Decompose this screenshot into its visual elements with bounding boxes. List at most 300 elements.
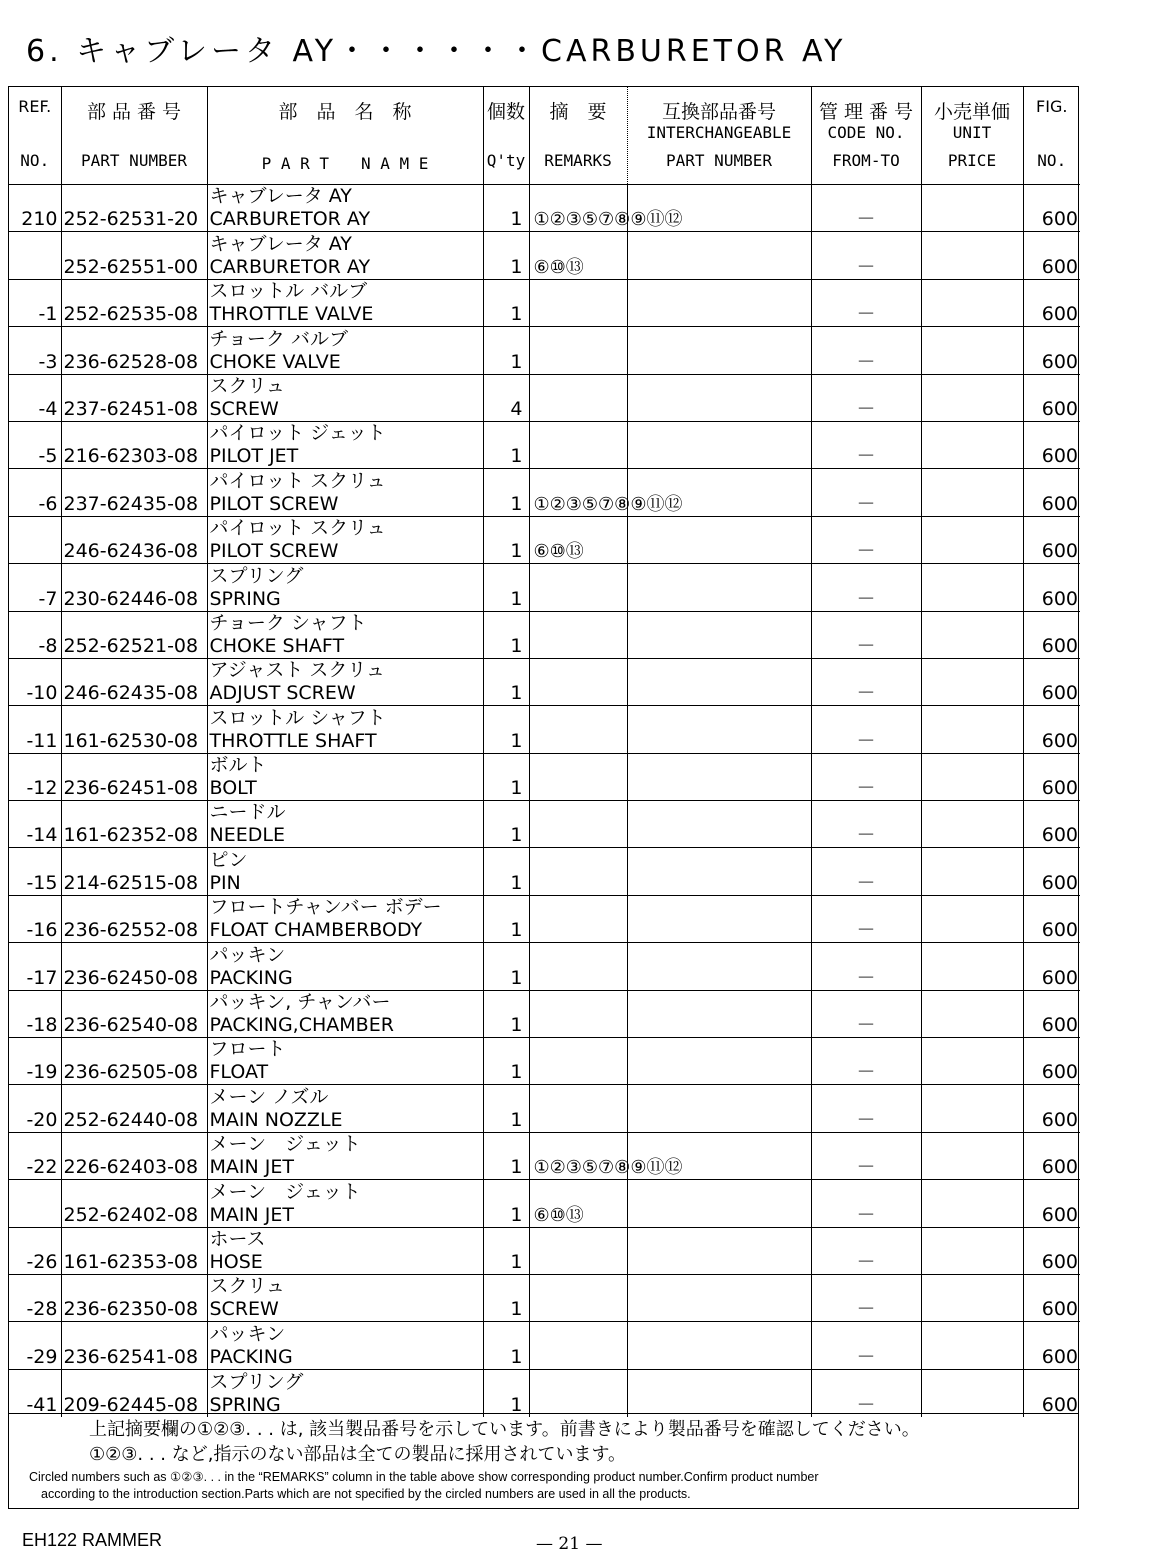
row-qty: 1 [483,801,529,848]
row-interchangeable [627,801,811,848]
row-part-number: 252-62551-00 [61,232,207,279]
row-remarks [529,1369,627,1416]
row-part-number: 236-62450-08 [61,943,207,990]
row-price [921,1322,1023,1369]
row-interchangeable [627,421,811,468]
col-code [811,87,921,185]
row-remarks: ①②③⑤⑦⑧⑨⑪⑫ [529,1132,627,1179]
row-price [921,990,1023,1037]
row-part-number: 161-62352-08 [61,801,207,848]
row-ref: -12 [9,753,61,800]
col-part-name [207,87,483,185]
row-part-name [207,1369,483,1416]
row-code: － [811,279,921,326]
row-interchangeable [627,706,811,753]
col-price-mid: UNIT [952,123,992,142]
row-ref: -20 [9,1085,61,1132]
row-remarks [529,421,627,468]
row-qty: 1 [483,1369,529,1416]
part-name-en: SPRING [209,1393,281,1416]
row-interchangeable [627,895,811,942]
table-row [9,801,1080,848]
col-price-bot: PRICE [947,151,997,170]
row-price [921,943,1023,990]
part-name-jp: パッキン [209,943,286,966]
table-row [9,1369,1080,1416]
row-part-name [207,801,483,848]
row-fig: 600 [1023,611,1080,658]
part-name-en: SPRING [209,587,281,610]
table-row [9,374,1080,421]
row-qty: 1 [483,1132,529,1179]
row-interchangeable [627,611,811,658]
col-ref-top: REF. [18,97,52,116]
row-price [921,374,1023,421]
row-remarks [529,895,627,942]
row-price [921,232,1023,279]
part-name-en: CHOKE VALVE [209,350,341,373]
row-code: － [811,895,921,942]
row-ref: -11 [9,706,61,753]
row-part-name [207,1132,483,1179]
row-qty: 4 [483,374,529,421]
part-name-en: MAIN JET [209,1203,294,1226]
row-remarks [529,327,627,374]
note-en-line1: Circled numbers such as ①②③. . . in the “REMARKS” column in the table above show corresponding product number.Confirm product number [29,1470,819,1484]
row-remarks: ①②③⑤⑦⑧⑨⑪⑫ [529,185,627,232]
part-name-jp: フロート [209,1038,286,1061]
col-ref [9,87,61,185]
col-qty [483,87,529,185]
row-interchangeable [627,516,811,563]
row-ref: -8 [9,611,61,658]
row-fig: 600 [1023,516,1080,563]
part-name-jp: スクリュ [209,374,285,397]
row-ref: -16 [9,895,61,942]
part-name-en: PILOT SCREW [209,540,339,563]
row-part-name [207,895,483,942]
col-rem-top: 摘 要 [549,101,607,123]
parts-table [8,86,1079,1414]
row-fig: 600 [1041,1393,1078,1416]
part-name-jp: フロートチャンバー ボデー [209,896,442,919]
table-row [9,943,1080,990]
row-fig: 600 [1023,895,1080,942]
row-part-number: 252-62531-20 [61,185,207,232]
row-part-name [207,232,483,279]
row-qty: 1 [483,1227,529,1274]
row-part-number: 209-62445-08 [61,1369,207,1416]
row-interchangeable [627,943,811,990]
row-part-name [207,564,483,611]
table-row [9,1085,1080,1132]
row-fig: 600 [1023,1274,1080,1321]
row-qty: 1 [483,279,529,326]
part-name-jp: スロットル シャフト [209,706,386,729]
row-price [921,706,1023,753]
row-code: － [811,421,921,468]
row-price [921,1085,1023,1132]
part-name-en: FLOAT [209,1061,269,1084]
part-name-en: PACKING,CHAMBER [209,1014,394,1037]
table-row [9,185,1080,232]
col-price-top: 小売単価 [933,101,1010,123]
row-ref [9,1180,61,1227]
row-code: － [811,327,921,374]
row-part-number: 246-62436-08 [61,516,207,563]
row-fig: 600 [1023,1227,1080,1274]
row-fig: 600 [1023,1085,1080,1132]
part-name-en: CHOKE SHAFT [209,634,345,657]
note-en-line2: according to the introduction section.Parts which are not specified by the circled numbers are used in all the products. [41,1487,691,1501]
table-row [9,753,1080,800]
part-name-en: PILOT SCREW [209,492,339,515]
row-ref: -29 [9,1322,61,1369]
row-remarks [529,1322,627,1369]
part-name-jp: スロットル バルブ [209,280,368,303]
row-interchangeable [627,1038,811,1085]
row-interchangeable [627,232,811,279]
row-part-number: 214-62515-08 [61,848,207,895]
row-fig: 600 [1023,564,1080,611]
col-ref-bot: NO. [20,151,50,170]
part-name-en: CARBURETOR AY [209,208,371,231]
col-name-top: 部 品 名 称 [278,101,412,123]
col-interchangeable [627,87,811,185]
row-part-number: 236-62350-08 [61,1274,207,1321]
row-code: － [811,564,921,611]
col-fig-top: FIG. [1036,97,1068,116]
row-code: － [811,611,921,658]
row-part-name [207,990,483,1037]
row-interchangeable [627,1274,811,1321]
row-code: － [811,232,921,279]
row-part-name [207,943,483,990]
row-code: － [811,753,921,800]
row-ref: -26 [9,1227,61,1274]
row-fig: 600 [1023,943,1080,990]
row-qty: 1 [483,232,529,279]
row-interchangeable [627,279,811,326]
part-name-jp: スプリング [209,1370,304,1393]
row-code: － [811,1085,921,1132]
part-name-en: SCREW [209,1298,279,1321]
table-row [9,232,1080,279]
row-part-number: 236-62540-08 [61,990,207,1037]
parts-list [9,87,1080,1417]
row-ref: -15 [9,848,61,895]
row-fig: 600 [1023,232,1080,279]
row-ref: -14 [9,801,61,848]
row-part-number: 252-62521-08 [61,611,207,658]
table-row [9,895,1080,942]
row-remarks: ①②③⑤⑦⑧⑨⑪⑫ [529,469,627,516]
row-part-number: 252-62402-08 [61,1180,207,1227]
row-remarks [529,279,627,326]
part-name-jp: キャブレータ AY [209,185,352,208]
col-code-bot: FROM-TO [832,151,900,170]
col-name-bot: P A R T N A M E [261,154,429,173]
row-part-name [207,658,483,705]
row-part-number: 236-62505-08 [61,1038,207,1085]
part-name-jp: パイロット ジェット [209,422,386,445]
row-part-name [207,1322,483,1369]
row-code: － [811,848,921,895]
row-code: － [811,1227,921,1274]
row-part-name [207,611,483,658]
row-fig: 600 [1023,469,1080,516]
row-ref: -5 [9,421,61,468]
row-remarks [529,990,627,1037]
row-qty: 1 [483,1274,529,1321]
row-interchangeable [627,1322,811,1369]
row-interchangeable [627,327,811,374]
row-interchangeable [627,848,811,895]
col-ic-bot: PART NUMBER [666,151,772,170]
part-name-jp: メーン ジェット [209,1180,361,1203]
part-name-jp: キャブレータ AY [209,232,352,255]
table-row [9,421,1080,468]
table-row [9,1227,1080,1274]
row-code: － [811,1322,921,1369]
row-remarks [529,753,627,800]
part-name-en: SCREW [209,397,279,420]
row-qty: 1 [483,1180,529,1227]
row-interchangeable [627,1085,811,1132]
table-row [9,611,1080,658]
col-pn-bot: PART NUMBER [81,151,187,170]
row-part-number: 161-62530-08 [61,706,207,753]
row-interchangeable [627,753,811,800]
row-part-name [207,706,483,753]
row-price [921,895,1023,942]
row-remarks: ⑥⑩⑬ [529,232,627,279]
part-name-en: CARBURETOR AY [209,255,371,278]
row-ref: -3 [9,327,61,374]
part-name-jp: パイロット スクリュ [209,517,386,540]
part-name-en: THROTTLE SHAFT [209,729,377,752]
row-qty: 1 [483,943,529,990]
row-ref: -7 [9,564,61,611]
row-qty: 1 [483,564,529,611]
table-row [9,990,1080,1037]
row-part-number: 216-62303-08 [61,421,207,468]
row-part-number: 236-62541-08 [61,1322,207,1369]
row-interchangeable [627,990,811,1037]
row-part-name [207,848,483,895]
row-ref: -18 [9,990,61,1037]
row-interchangeable [627,564,811,611]
page-number: — 21 — [536,1534,603,1554]
row-remarks [529,374,627,421]
part-name-en: FLOAT CHAMBERBODY [209,919,423,942]
col-ic-mid: INTERCHANGEABLE [646,123,792,142]
part-name-en: PACKING [209,966,293,989]
row-part-name [207,1274,483,1321]
row-part-number: 236-62451-08 [61,753,207,800]
row-price [921,564,1023,611]
part-name-en: MAIN NOZZLE [209,1108,343,1131]
notes-box [8,1413,1079,1509]
row-part-name [207,753,483,800]
row-part-name [207,469,483,516]
row-remarks [529,1038,627,1085]
row-remarks [529,706,627,753]
note-jp-line1: 上記摘要欄の①②③. . . は, 該当製品番号を示しています。前書きにより製品番号を確認してください。 [89,1419,920,1440]
row-ref: -17 [9,943,61,990]
col-pn-top: 部 品 番 号 [86,101,182,123]
row-code: － [811,801,921,848]
col-rem-bot: REMARKS [544,151,612,170]
row-code: － [811,1180,921,1227]
row-ref: 210 [9,185,61,232]
row-price [921,611,1023,658]
row-fig: 600 [1023,753,1080,800]
row-price [921,327,1023,374]
table-row [9,1038,1080,1085]
col-part-number [61,87,207,185]
row-code: － [811,1038,921,1085]
row-ref: -6 [9,469,61,516]
part-name-jp: パッキン, チャンバー [209,991,391,1014]
row-fig: 600 [1023,801,1080,848]
row-code: － [811,1369,921,1416]
row-interchangeable [627,1227,811,1274]
row-fig: 600 [1023,990,1080,1037]
col-remarks [529,87,627,185]
row-price [921,1227,1023,1274]
row-fig: 600 [1023,658,1080,705]
row-remarks [529,564,627,611]
part-name-jp: ホース [209,1227,266,1250]
table-body [9,185,1080,1417]
row-part-number: 252-62440-08 [61,1085,207,1132]
row-ref: -28 [9,1274,61,1321]
row-code: － [811,990,921,1037]
row-part-name [207,1227,483,1274]
row-price [921,279,1023,326]
row-fig: 600 [1023,706,1080,753]
col-code-top: 管 理 番 号 [818,101,914,123]
row-part-number: 236-62552-08 [61,895,207,942]
row-qty: 1 [483,516,529,563]
part-name-jp: パイロット スクリュ [209,469,386,492]
table-header-row [9,87,1080,185]
row-ref: -19 [9,1038,61,1085]
row-qty: 1 [483,658,529,705]
row-part-number: 161-62353-08 [61,1227,207,1274]
row-ref: -41 [9,1369,61,1416]
part-name-jp: ボルト [209,754,267,777]
row-code: － [811,658,921,705]
row-price [921,185,1023,232]
row-code: － [811,469,921,516]
table-row [9,564,1080,611]
page-title: 6. キャブレータ AY・・・・・・CARBURETOR AY [26,34,847,69]
row-fig: 600 [1023,279,1080,326]
row-interchangeable [627,1180,811,1227]
row-price [921,469,1023,516]
part-name-en: MAIN JET [209,1156,294,1179]
row-part-number: 237-62451-08 [61,374,207,421]
col-price [921,87,1023,185]
part-name-en: HOSE [209,1250,263,1273]
row-remarks [529,943,627,990]
table-row [9,1180,1080,1227]
row-fig: 600 [1023,185,1080,232]
row-ref [9,516,61,563]
col-fig [1023,87,1080,185]
note-jp-line2: ①②③. . . など,指示のない部品は全ての製品に採用されています。 [89,1444,627,1465]
row-qty: 1 [483,421,529,468]
row-price [921,1132,1023,1179]
part-name-jp: パッキン [209,1322,286,1345]
row-remarks [529,611,627,658]
row-part-number: 252-62535-08 [61,279,207,326]
table-row [9,706,1080,753]
part-name-jp: スクリュ [209,1275,285,1298]
table-row [9,1132,1080,1179]
row-qty: 1 [483,1085,529,1132]
table-row [9,469,1080,516]
table-row [9,848,1080,895]
row-remarks: ⑥⑩⑬ [529,1180,627,1227]
col-fig-bot: NO. [1037,151,1067,170]
row-remarks [529,1085,627,1132]
row-qty: 1 [483,469,529,516]
row-code: － [811,1274,921,1321]
row-price [921,1038,1023,1085]
part-name-jp: チョーク バルブ [209,327,348,350]
row-part-name [207,421,483,468]
part-name-jp: スプリング [209,564,304,587]
row-qty: 1 [483,753,529,800]
row-ref: -22 [9,1132,61,1179]
row-fig: 600 [1023,848,1080,895]
row-price [921,658,1023,705]
row-qty: 1 [483,1322,529,1369]
row-part-name [207,516,483,563]
table-row [9,1274,1080,1321]
row-qty: 1 [483,990,529,1037]
row-part-number: 226-62403-08 [61,1132,207,1179]
table-row [9,1322,1080,1369]
col-ic-top: 互換部品番号 [661,101,776,123]
row-ref [9,232,61,279]
row-fig: 600 [1023,1180,1080,1227]
row-code: － [811,706,921,753]
row-qty: 1 [483,185,529,232]
row-remarks [529,658,627,705]
row-price [921,848,1023,895]
row-price [921,1369,1023,1416]
row-part-number: 236-62528-08 [61,327,207,374]
row-part-name [207,327,483,374]
table-row [9,658,1080,705]
row-part-number: 246-62435-08 [61,658,207,705]
row-remarks [529,848,627,895]
row-interchangeable [627,658,811,705]
row-remarks [529,801,627,848]
row-code: － [811,1132,921,1179]
row-part-name [207,374,483,421]
part-name-en: PIN [209,871,241,894]
row-fig: 600 [1023,1322,1080,1369]
part-name-en: BOLT [209,777,257,800]
part-name-en: ADJUST SCREW [209,682,356,705]
row-qty: 1 [483,895,529,942]
row-remarks [529,1274,627,1321]
